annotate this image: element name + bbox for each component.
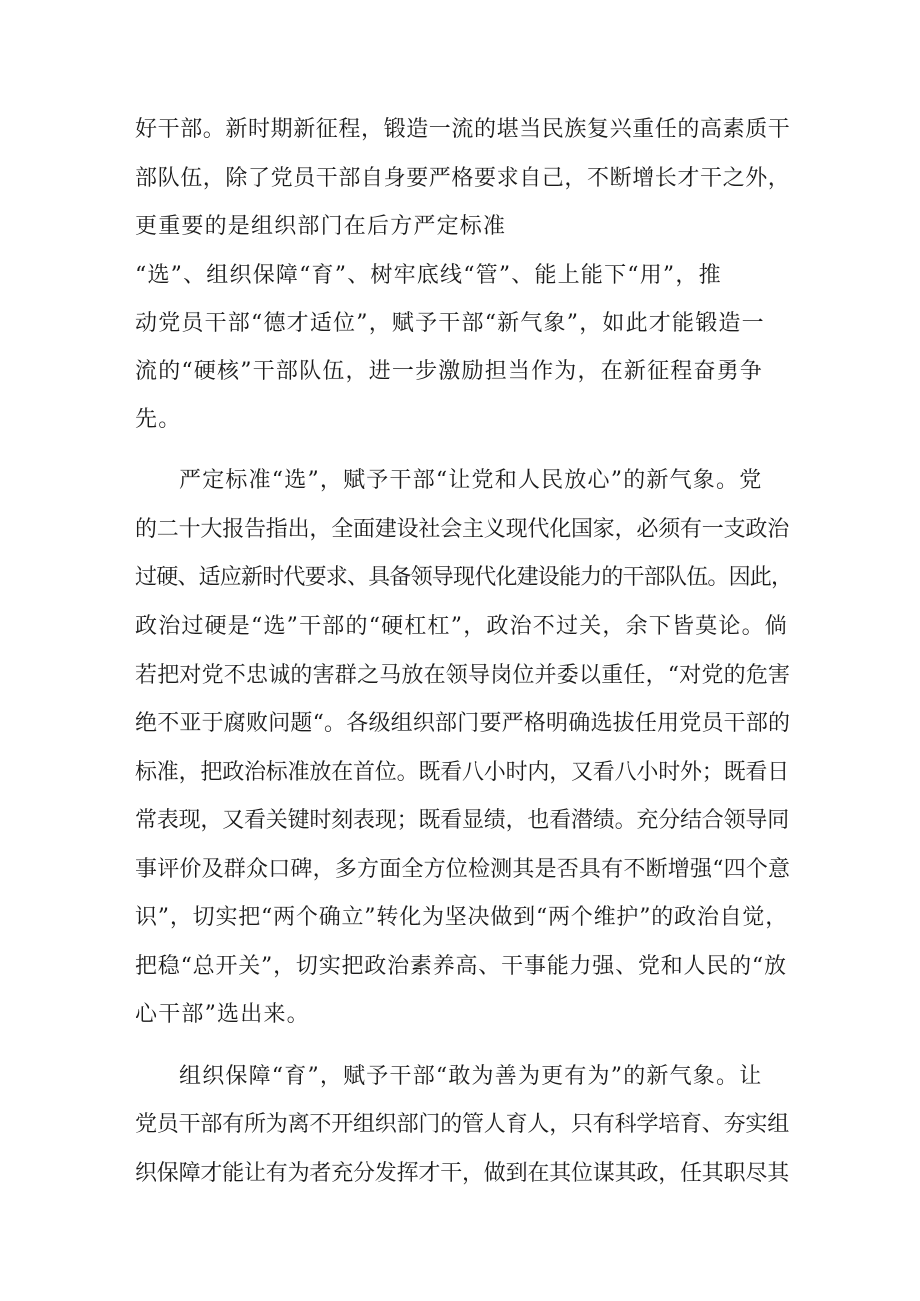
paragraph-first-line: 组织保障“育”，赋予干部“敢为善为更有为”的新气象。让 [179, 1064, 763, 1089]
text-line: 动党员干部“德才适位”，赋予干部“新气象”，如此才能锻造一 [135, 311, 765, 336]
text-line: 心干部”选出来。 [135, 1002, 310, 1027]
text-line: 过硬、适应新时代要求、具备领导现代化建设能力的干部队伍。因此， [135, 565, 793, 590]
text-line: 更重要的是组织部门在后方严定标准 [135, 214, 507, 239]
text-line: 把稳“总开关”，切实把政治素养高、干事能力强、党和人民的“放 [135, 954, 787, 979]
text-line: 织保障才能让有为者充分发挥才干，做到在其位谋其政，任其职尽其 [135, 1161, 790, 1186]
text-line: 的二十大报告指出，全面建设社会主义现代化国家，必须有一支政治 [135, 517, 790, 542]
text-line: 事评价及群众口碑，多方面全方位检测其是否具有不断增强“四个意 [135, 857, 791, 882]
text-line: 流的“硬核”干部队伍，进一步激励担当作为，在新征程奋勇争 [135, 359, 764, 384]
text-line: 绝不亚于腐败问题“。各级组织部门要严格明确选拔任用党员干部的 [135, 711, 791, 736]
text-line: 政治过硬是“选”干部的“硬杠杠”，政治不过关，余下皆莫论。倘 [135, 614, 788, 639]
text-line: 若把对党不忠诚的害群之马放在领导岗位并委以重任，“对党的危害 [135, 663, 791, 688]
text-line: “选”、组织保障“育”、树牢底线“管”、能上能下“用”，推 [135, 263, 722, 288]
text-line: 好干部。新时期新征程，锻造一流的堪当民族复兴重任的高素质干 [135, 117, 791, 142]
text-line: 先。 [135, 407, 182, 432]
text-line: 党员干部有所为离不开组织部门的管人育人，只有科学培育、夯实组 [135, 1112, 790, 1137]
text-line: 常表现，又看关键时刻表现；既看显绩，也看潜绩。充分结合领导同 [135, 808, 790, 833]
paragraph-first-line: 严定标准“选”，赋予干部“让党和人民放心”的新气象。党 [179, 468, 763, 493]
text-line: 标准，把政治标准放在首位。既看八小时内，又看八小时外；既看日 [135, 760, 790, 785]
text-line: 识”，切实把“两个确立”转化为坚决做到“两个维护”的政治自觉， [135, 905, 789, 930]
text-line: 部队伍，除了党员干部自身要严格要求自己，不断增长才干之外， [135, 166, 791, 191]
